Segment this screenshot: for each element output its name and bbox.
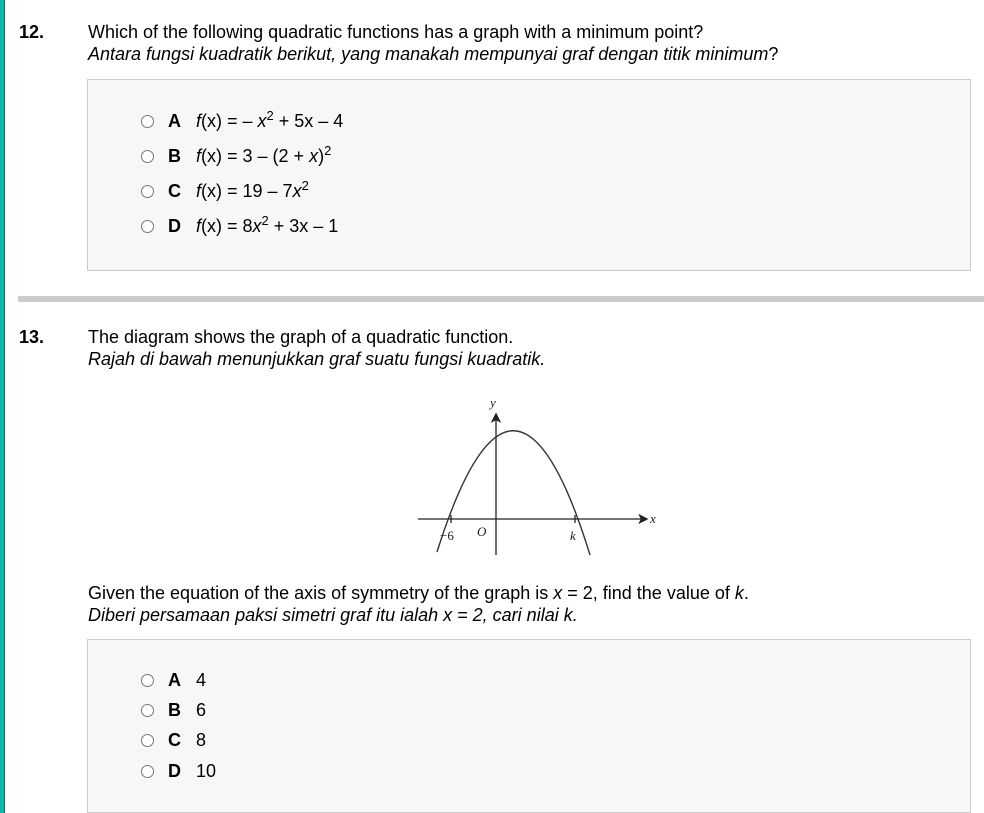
given-malay: Diberi persamaan paksi simetri graf itu ialah x = 2, cari nilai k. <box>88 605 578 625</box>
radio-button[interactable] <box>141 765 154 778</box>
origin-label: O <box>477 524 487 539</box>
x-axis-label: x <box>650 511 656 526</box>
question-13-given <box>88 582 749 626</box>
given-english: Given the equation of the axis of symmetry of the graph is x = 2, find the value of k. <box>88 583 749 603</box>
question-separator <box>18 296 984 302</box>
option-value: 10 <box>196 760 217 781</box>
radio-button[interactable] <box>141 150 154 163</box>
question-12-options-box <box>87 79 971 271</box>
q13-option-c[interactable]: C 8 <box>141 728 206 752</box>
option-formula: $f(x) = 8x^2 + 3x - 1$ <box>196 212 339 236</box>
question-13-english: The diagram shows the graph of a quadratic function. <box>88 327 514 347</box>
right-intercept-label: k <box>570 528 576 543</box>
option-value: 4 <box>196 669 207 690</box>
parabola-curve <box>437 431 590 555</box>
quadratic-graph <box>410 390 670 560</box>
question-12-english: Which of the following quadratic functions has a graph with a minimum point? <box>88 22 704 42</box>
radio-button[interactable] <box>141 115 154 128</box>
option-formula: $f(x) = 19 - 7x^2$ <box>196 177 309 201</box>
left-accent-bar <box>0 0 5 813</box>
question-13-malay: Rajah di bawah menunjukkan graf suatu fungsi kuadratik. <box>88 349 546 369</box>
q12-option-d[interactable]: D $f(x) = 8x^2 + 3x - 1$ <box>141 214 338 238</box>
q13-option-d[interactable]: D 10 <box>141 759 216 783</box>
q12-option-c[interactable]: C $f(x) = 19 - 7x^2$ <box>141 179 309 203</box>
radio-button[interactable] <box>141 674 154 687</box>
option-formula: f(x) = – $x^2 + 5x - 4$ <box>196 107 344 131</box>
question-13-text <box>88 326 545 370</box>
option-value: 8 <box>196 729 207 750</box>
radio-button[interactable] <box>141 185 154 198</box>
radio-button[interactable] <box>141 220 154 233</box>
question-13-options-box <box>87 639 971 813</box>
q13-option-b[interactable]: B 6 <box>141 698 206 722</box>
radio-button[interactable] <box>141 704 154 717</box>
option-formula: $f(x) = 3 - (2 + x)^2$ <box>196 142 332 166</box>
y-axis-label: y <box>490 395 496 410</box>
option-value: 6 <box>196 699 207 720</box>
q12-option-b[interactable]: B $f(x) = 3 - (2 + x)^2$ <box>141 144 331 168</box>
question-12-malay: Antara fungsi kuadratik berikut, yang manakah mempunyai graf dengan titik minimum? <box>88 44 779 64</box>
left-intercept-label: −6 <box>440 528 454 543</box>
q13-option-a[interactable]: A 4 <box>141 668 206 692</box>
question-12-text <box>88 21 778 65</box>
question-13-number: 13. <box>19 327 45 347</box>
q12-option-a[interactable]: A f(x) = – $x^2 + 5x - 4$ <box>141 109 343 133</box>
radio-button[interactable] <box>141 734 154 747</box>
question-12-number: 12. <box>19 22 45 42</box>
